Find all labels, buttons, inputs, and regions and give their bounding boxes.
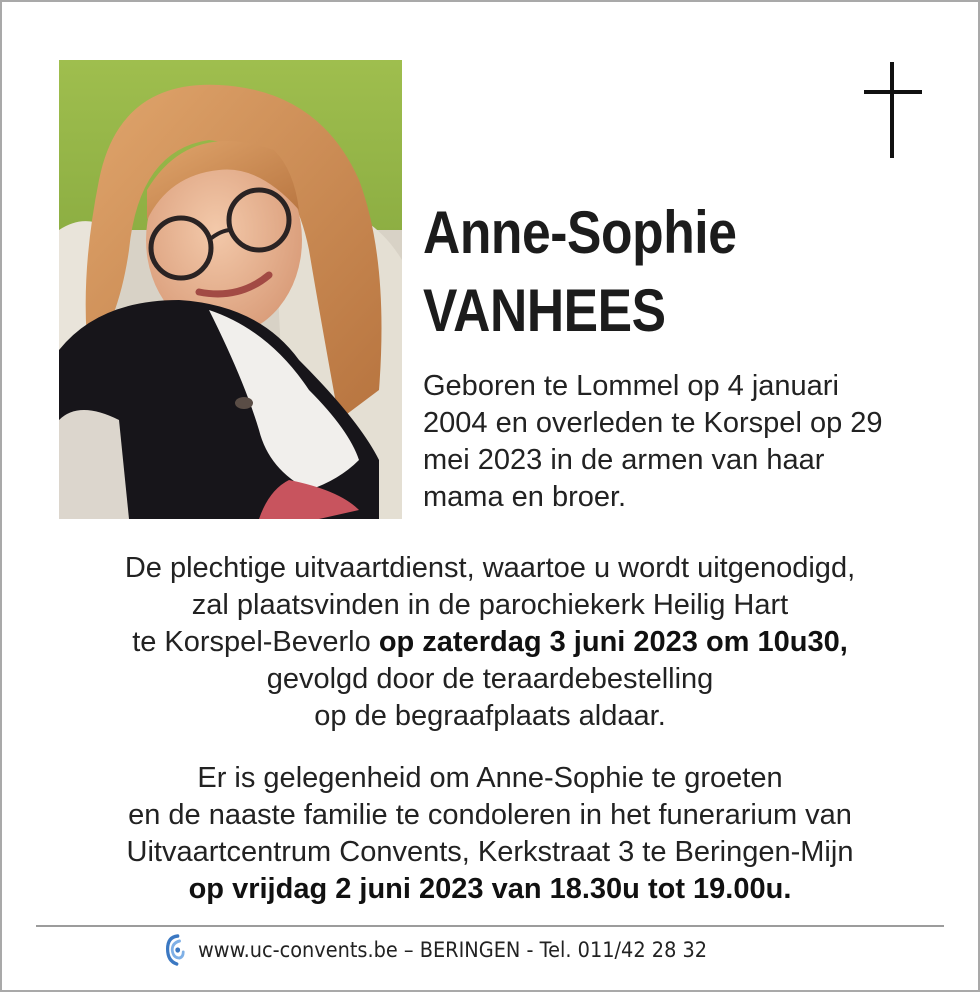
last-name: VANHEES [423,277,666,344]
service-line-3 [40,624,940,661]
birth-line-1: Geboren te Lommel op 4 januari [423,370,839,402]
birth-line-2: 2004 en overleden te Korspel op 29 [423,407,883,439]
footer [163,930,707,970]
service-line-2: zal plaatsvinden in de parochiekerk Heilig Hart [191,589,789,621]
visit-line-2: en de naaste familie te condoleren in het funerarium van [128,799,852,831]
visit-line-4 [40,871,940,908]
footer-divider [36,925,944,927]
visit-date: op vrijdag 2 juni 2023 van 18.30u tot 19.00u. [188,873,792,905]
service-place: te Korspel-Beverlo [132,626,379,658]
portrait-photo [59,60,402,519]
birth-line-3: mei 2023 in de armen van haar [423,444,825,476]
visit-line-1: Er is gelegenheid om Anne-Sophie te groeten [197,762,783,794]
service-line-5: op de begraafplaats aldaar. [314,700,666,732]
service-line-4: gevolgd door de teraardebestelling [266,663,714,695]
service-line-1: De plechtige uitvaartdienst, waartoe u wordt uitgenodigd, [124,552,856,584]
service-date: op zaterdag 3 juni 2023 om 10u30, [378,626,848,658]
visitation-announcement [40,760,940,908]
birth-death-text [423,368,943,516]
visit-line-3: Uitvaartcentrum Convents, Kerkstraat 3 te Beringen-Mijn [126,836,854,868]
funeral-home-logo-icon [163,933,187,967]
service-announcement [40,550,940,735]
deceased-name [423,194,736,350]
first-name: Anne-Sophie [423,199,737,266]
footer-contact[interactable]: www.uc-convents.be – BERINGEN - Tel. 011/42 28 32 [197,938,708,962]
cross-icon [864,62,922,158]
birth-line-4: mama en broer. [423,481,627,513]
